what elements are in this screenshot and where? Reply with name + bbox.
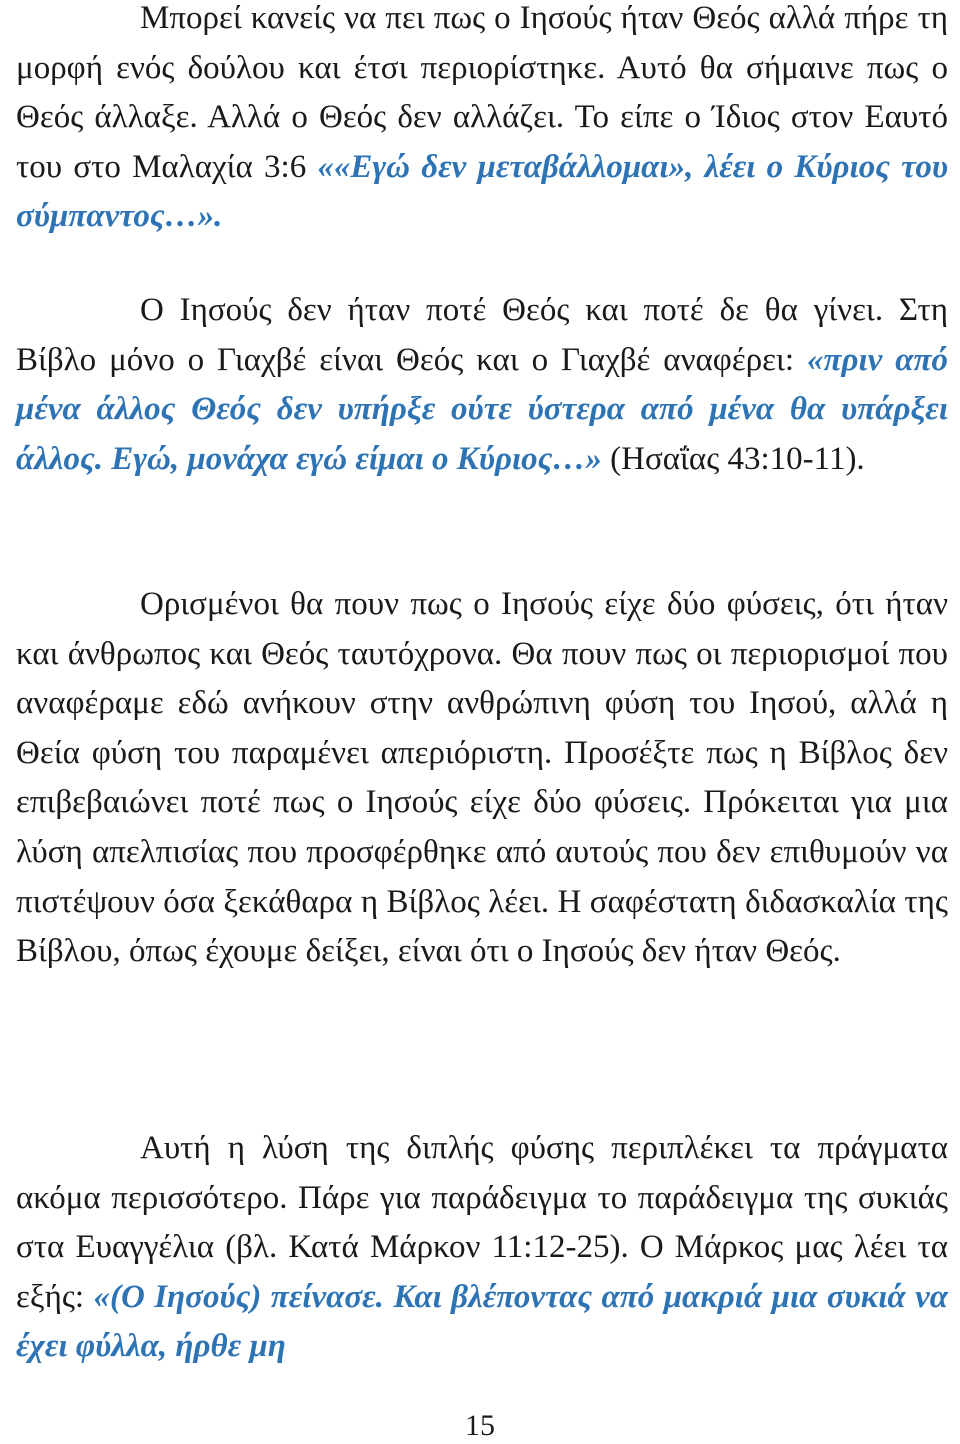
paragraph-text: Ο Ιησούς δεν ήταν ποτέ Θεός και ποτέ δε θα γίνει. Στη Βίβλο μόνο ο Γιαχβέ είναι Θεός και ο Γιαχβέ αναφέρει: xyxy=(16,292,948,378)
scripture-quote-malachi: ««Εγώ δεν μεταβάλλομαι», λέει ο Κύριος του σύμπαντος…». xyxy=(16,148,948,235)
paragraph-two-natures xyxy=(16,580,948,977)
paragraph-text: Ορισμένοι θα πουν πως ο Ιησούς είχε δύο φύσεις, ότι ήταν και άνθρωπος και Θεός ταυτόχρονα. Θα πουν πως οι περιορισμοί που αναφέραμε εδώ ανήκουν στην ανθρώπινη φύση του Ιησού, αλλά η Θεία φύση του παραμένει απεριόριστη. Προσέξτε πως η Βίβλος δεν επιβεβαιώνει ποτέ πως ο Ιησούς είχε δύο φύσεις. Πρόκειται για μια λύση απελπισίας που προσφέρθηκε από αυτούς που δεν επιθυμούν να πιστέψουν όσα ξεκάθαρα η Βίβλος λέει. Η σαφέστατη διδασκαλία της Βίβλου, όπως έχουμε δείξει, είναι ότι ο Ιησούς δεν ήταν Θεός. xyxy=(16,586,948,970)
paragraph-fig-tree-example xyxy=(16,1124,948,1372)
paragraph-text: Μπορεί κανείς να πει πως ο Ιησούς ήταν Θεός αλλά πήρε τη μορφή ενός δούλου και έτσι περιορίστηκε. Αυτό θα σήμαινε πως ο Θεός άλλαξε. Αλλά ο Θεός δεν αλλάζει. Το είπε ο Ίδιος στον Εαυτό του στο Μαλαχία 3:6 xyxy=(16,0,948,185)
paragraph-text: Αυτή η λύση της διπλής φύσης περιπλέκει τα πράγματα ακόμα περισσότερο. Πάρε για παράδειγμα το παράδειγμα της συκιάς στα Ευαγγέλια (βλ. Κατά Μάρκον 11:12-25). Ο Μάρκος μας λέει τα εξής: xyxy=(16,1130,948,1315)
paragraph-jesus-was-never-god xyxy=(16,286,948,484)
scripture-quote-mark: «(Ο Ιησούς) πείνασε. Και βλέποντας από μακριά μια συκιά να έχει φύλλα, ήρθε μη xyxy=(16,1278,949,1365)
paragraph-god-does-not-change xyxy=(16,0,948,242)
scripture-reference: (Ησαΐας 43:10-11). xyxy=(601,440,865,477)
page-number: 15 xyxy=(465,1409,495,1442)
scripture-quote-isaiah: «πριν από μένα άλλος Θεός δεν υπήρξε ούτε ύστερα από μένα θα υπάρξει άλλος. Εγώ, μονάχα εγώ είμαι ο Κύριος…» xyxy=(16,341,948,477)
